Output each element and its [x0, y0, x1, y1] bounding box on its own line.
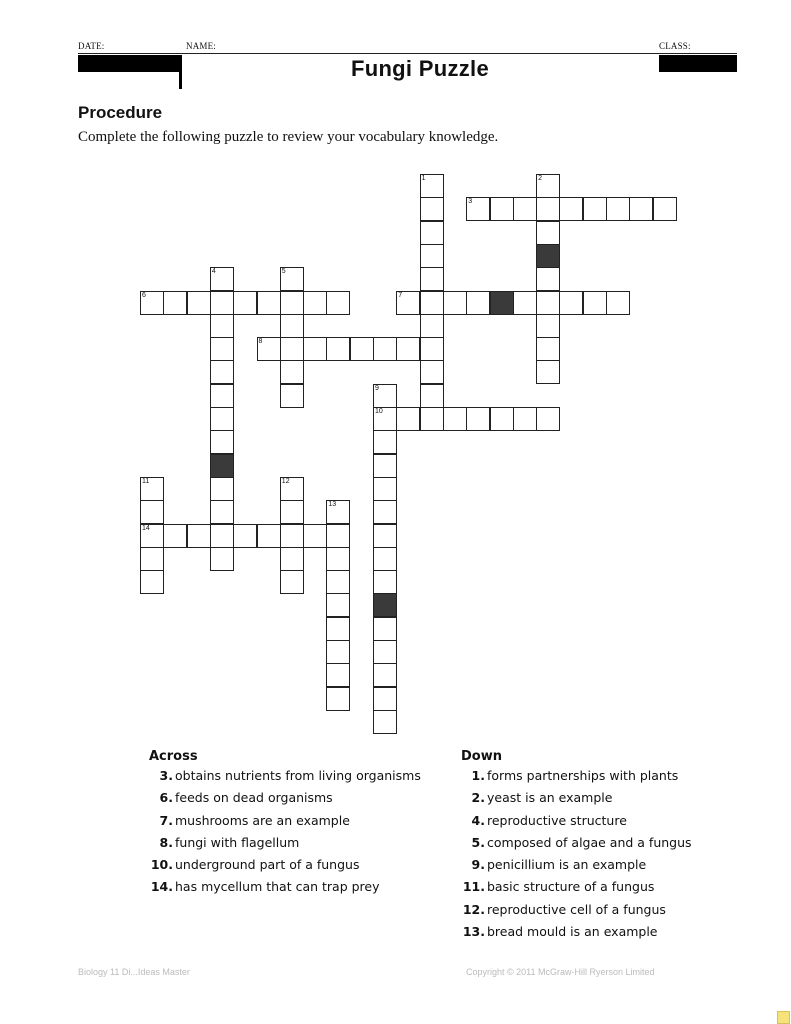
crossword-cell[interactable]	[373, 500, 397, 524]
crossword-cell[interactable]	[536, 360, 560, 384]
crossword-cell[interactable]	[326, 640, 350, 664]
crossword-cell[interactable]	[326, 547, 350, 571]
crossword-cell[interactable]	[280, 547, 304, 571]
cell-number: 7	[398, 291, 403, 299]
clue-text: bread mould is an example	[487, 924, 658, 940]
crossword-cell[interactable]	[420, 197, 444, 221]
crossword-cell[interactable]	[653, 197, 677, 221]
clue-number: 12.	[462, 901, 485, 917]
crossword-cell[interactable]	[373, 454, 397, 478]
crossword-cell[interactable]	[210, 384, 234, 408]
crossword-cell[interactable]	[466, 291, 490, 315]
across-clues	[149, 749, 421, 902]
crossword-cell[interactable]	[326, 337, 350, 361]
crossword-cell[interactable]	[466, 197, 490, 221]
crossword-cell[interactable]	[257, 337, 281, 361]
cell-number: 12	[281, 477, 290, 485]
crossword-cell[interactable]	[513, 291, 537, 315]
clue-number: 9.	[471, 857, 485, 873]
footer-right: Copyright © 2011 McGraw-Hill Ryerson Limited	[466, 967, 655, 977]
cell-number: 13	[328, 501, 337, 509]
clue-text: yeast is an example	[487, 790, 613, 806]
clue-number: 5.	[471, 834, 485, 850]
clue-number: 2.	[471, 790, 485, 806]
crossword-cell[interactable]	[326, 617, 350, 641]
crossword-cell[interactable]	[326, 500, 350, 524]
clue-number: 3.	[159, 768, 173, 783]
crossword-cell[interactable]	[396, 407, 420, 431]
clue-text: mushrooms are an example	[175, 812, 350, 828]
crossword-cell[interactable]	[326, 687, 350, 711]
clue-text: basic structure of a fungus	[487, 879, 655, 895]
crossword-cell[interactable]	[140, 524, 164, 548]
crossword-cell[interactable]	[583, 197, 607, 221]
crossword-cell[interactable]	[466, 407, 490, 431]
crossword-cell[interactable]	[536, 314, 560, 338]
clue-number: 1.	[471, 768, 485, 783]
crossword-cell[interactable]	[373, 547, 397, 571]
clue-text: feeds on dead organisms	[175, 790, 333, 806]
crossword-cell[interactable]	[280, 570, 304, 594]
crossword-cell[interactable]	[536, 291, 560, 315]
crossword-cell[interactable]	[326, 593, 350, 617]
crossword-cell[interactable]	[280, 477, 304, 501]
crossword-cell[interactable]	[140, 570, 164, 594]
crossword-cell[interactable]	[420, 384, 444, 408]
clue-text: reproductive structure	[487, 812, 627, 828]
crossword-cell[interactable]	[443, 407, 467, 431]
crossword-cell[interactable]	[210, 360, 234, 384]
name-label: NAME:	[186, 41, 216, 51]
cell-number: 8	[258, 338, 263, 346]
cell-number: 6	[142, 291, 146, 299]
clue-item	[461, 790, 692, 812]
clue-item	[461, 813, 692, 835]
down-heading: Down	[461, 749, 502, 764]
crossword-cell[interactable]	[210, 407, 234, 431]
crossword-cell[interactable]	[536, 267, 560, 291]
crossword-cell[interactable]	[373, 617, 397, 641]
clue-item	[461, 924, 692, 946]
crossword-cell[interactable]	[280, 360, 304, 384]
crossword-cell[interactable]	[280, 524, 304, 548]
clue-number: 11.	[462, 879, 485, 895]
crossword-cell[interactable]	[280, 337, 304, 361]
clue-text: composed of algae and a fungus	[487, 834, 692, 850]
crossword-cell[interactable]	[536, 197, 560, 221]
clue-number: 6.	[159, 790, 173, 806]
crossword-cell[interactable]	[559, 291, 583, 315]
class-label: CLASS:	[659, 41, 691, 51]
clue-text: fungi with flagellum	[175, 834, 300, 850]
crossword-cell[interactable]	[396, 291, 420, 315]
crossword-cell[interactable]	[210, 337, 234, 361]
crossword-cell[interactable]	[210, 477, 234, 501]
crossword-cell[interactable]	[210, 430, 234, 454]
clue-item	[149, 790, 421, 812]
shaded-cell	[490, 291, 514, 315]
procedure-text: Complete the following puzzle to review your vocabulary knowledge.	[78, 129, 499, 145]
crossword-cell[interactable]	[303, 291, 327, 315]
crossword-cell[interactable]	[373, 430, 397, 454]
crossword-cell[interactable]	[420, 337, 444, 361]
cell-number: 5	[281, 268, 286, 276]
crossword-cell[interactable]	[606, 197, 630, 221]
crossword-cell[interactable]	[210, 267, 234, 291]
clue-item	[461, 879, 692, 901]
clue-item	[461, 902, 692, 924]
crossword-cell[interactable]	[536, 337, 560, 361]
crossword-cell[interactable]	[420, 221, 444, 245]
clue-item	[461, 835, 692, 857]
down-clues	[461, 749, 692, 946]
cell-number: 11	[142, 477, 150, 485]
crossword-cell[interactable]	[420, 360, 444, 384]
crossword-cell[interactable]	[490, 197, 514, 221]
crossword-cell[interactable]	[280, 314, 304, 338]
crossword-cell[interactable]	[233, 291, 257, 315]
clue-number: 14.	[150, 879, 173, 895]
clue-text: has mycellum that can trap prey	[175, 879, 380, 895]
date-label: DATE:	[78, 41, 105, 51]
crossword-cell[interactable]	[420, 174, 444, 198]
crossword-cell[interactable]	[629, 197, 653, 221]
crossword-cell[interactable]	[536, 174, 560, 198]
cell-number: 3	[468, 198, 473, 206]
cell-number: 2	[538, 175, 542, 182]
crossword-cell[interactable]	[373, 384, 397, 408]
crossword-cell[interactable]	[326, 663, 350, 687]
header-rule	[78, 53, 737, 54]
crossword-cell[interactable]	[373, 337, 397, 361]
clue-text: underground part of a fungus	[175, 857, 360, 873]
crossword-cell[interactable]	[536, 407, 560, 431]
crossword-cell[interactable]	[350, 337, 374, 361]
crossword-cell[interactable]	[280, 291, 304, 315]
crossword-cell[interactable]	[303, 337, 327, 361]
clue-item	[149, 857, 421, 879]
crossword-cell[interactable]	[559, 197, 583, 221]
across-heading: Across	[149, 749, 198, 764]
crossword-cell[interactable]	[210, 291, 234, 315]
crossword-cell[interactable]	[606, 291, 630, 315]
crossword-cell[interactable]	[140, 477, 164, 501]
crossword-cell[interactable]	[420, 267, 444, 291]
clue-item	[149, 879, 421, 901]
crossword-cell[interactable]	[583, 291, 607, 315]
clue-text: reproductive cell of a fungus	[487, 901, 666, 917]
crossword-cell[interactable]	[257, 291, 281, 315]
clue-number: 8.	[159, 834, 173, 850]
cell-number: 1	[421, 175, 426, 182]
crossword-cell[interactable]	[257, 524, 281, 548]
crossword-cell[interactable]	[280, 500, 304, 524]
crossword-cell[interactable]	[513, 197, 537, 221]
crossword-cell[interactable]	[187, 524, 211, 548]
crossword-cell[interactable]	[163, 291, 187, 315]
crossword-cell[interactable]	[420, 291, 444, 315]
clue-number: 13.	[462, 924, 485, 940]
crossword-cell[interactable]	[536, 221, 560, 245]
crossword-cell[interactable]	[210, 547, 234, 571]
clue-text: obtains nutrients from living organisms	[175, 768, 421, 783]
clue-text: forms partnerships with plants	[487, 768, 679, 783]
crossword-cell[interactable]	[373, 570, 397, 594]
crossword-cell[interactable]	[280, 267, 304, 291]
crossword-cell[interactable]	[373, 663, 397, 687]
crossword-cell[interactable]	[326, 291, 350, 315]
clue-number: 4.	[471, 812, 485, 828]
crossword-cell[interactable]	[443, 291, 467, 315]
crossword-cell[interactable]	[513, 407, 537, 431]
sticky-note-icon[interactable]	[777, 1011, 790, 1024]
crossword-cell[interactable]	[373, 710, 397, 734]
clue-item	[149, 768, 421, 790]
crossword-cell[interactable]	[163, 524, 187, 548]
crossword-cell[interactable]	[373, 477, 397, 501]
crossword-cell[interactable]	[490, 407, 514, 431]
crossword-cell[interactable]	[187, 291, 211, 315]
clue-number: 7.	[159, 812, 173, 828]
crossword-cell[interactable]	[373, 640, 397, 664]
crossword-cell[interactable]	[373, 524, 397, 548]
shaded-cell	[373, 593, 397, 617]
clue-item	[149, 835, 421, 857]
clue-number: 10.	[150, 857, 173, 873]
page-title: Fungi Puzzle	[350, 56, 490, 81]
crossword-cell[interactable]	[373, 687, 397, 711]
crossword-cell[interactable]	[210, 524, 234, 548]
cell-number: 10	[375, 408, 383, 415]
procedure-heading: Procedure	[78, 103, 163, 122]
crossword-cell[interactable]	[420, 407, 444, 431]
crossword-cell[interactable]	[420, 244, 444, 268]
cell-number: 9	[375, 384, 379, 392]
crossword-cell[interactable]	[326, 570, 350, 594]
crossword-cell[interactable]	[210, 314, 234, 338]
crossword-cell[interactable]	[373, 407, 397, 431]
crossword-cell[interactable]	[326, 524, 350, 548]
crossword-cell[interactable]	[140, 500, 164, 524]
footer-left: Biology 11 Di...Ideas Master	[78, 967, 190, 977]
crossword-cell[interactable]	[280, 384, 304, 408]
cell-number: 4	[211, 268, 216, 276]
shaded-cell	[536, 244, 560, 268]
crossword-cell[interactable]	[396, 337, 420, 361]
cell-number: 14	[142, 524, 150, 532]
clue-text: penicillium is an example	[487, 857, 647, 873]
crossword-cell[interactable]	[140, 547, 164, 571]
crossword-cell[interactable]	[303, 524, 327, 548]
clue-item	[461, 768, 692, 790]
crossword-cell[interactable]	[420, 314, 444, 338]
clue-item	[461, 857, 692, 879]
crossword-cell[interactable]	[140, 291, 164, 315]
crossword-cell[interactable]	[210, 500, 234, 524]
shaded-cell	[210, 454, 234, 478]
crossword-cell[interactable]	[233, 524, 257, 548]
clue-item	[149, 813, 421, 835]
